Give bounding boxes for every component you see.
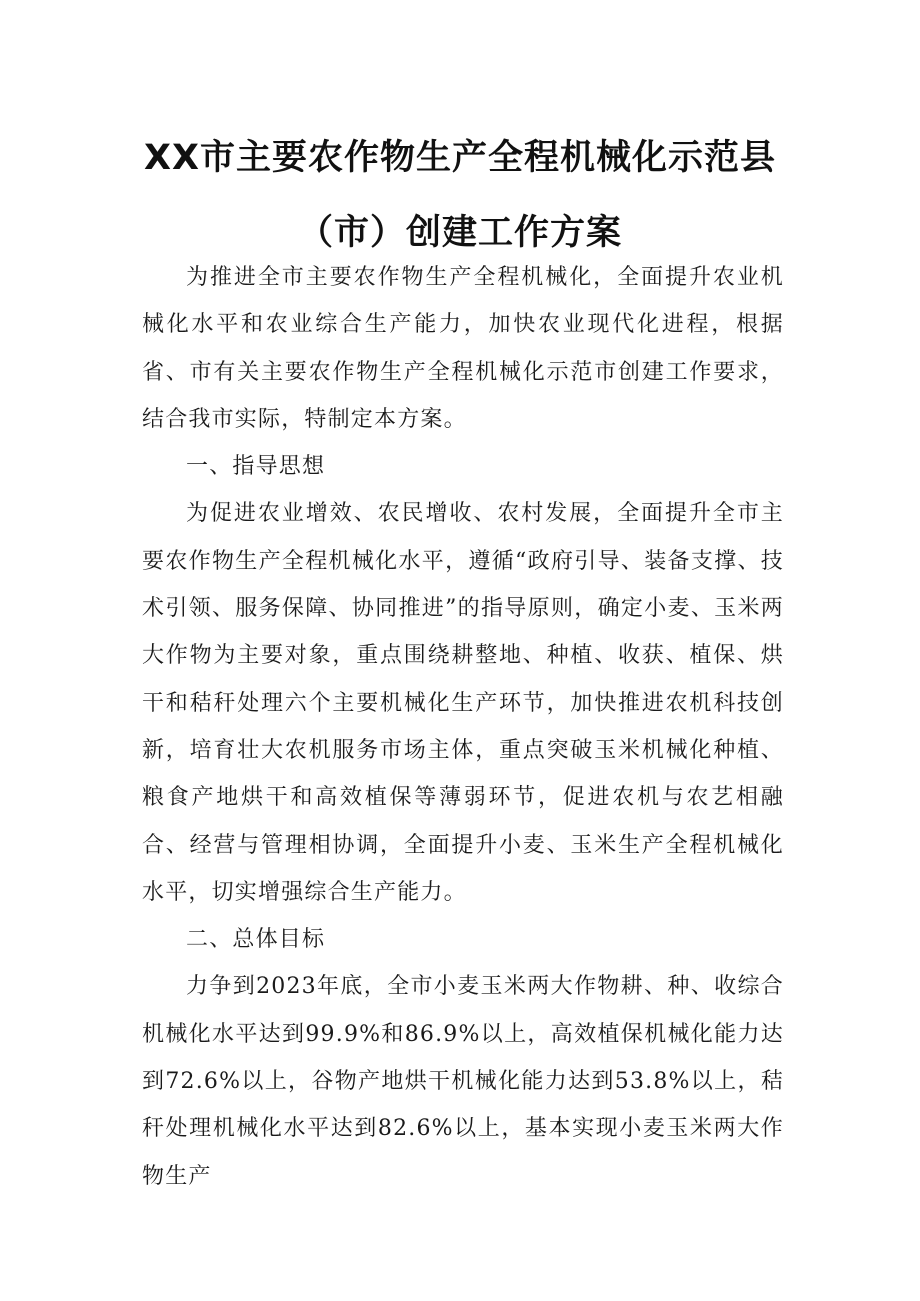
document-title-line-2: （市）创建工作方案	[297, 213, 622, 253]
section-heading-overall-goal: 二、总体目标	[186, 927, 326, 953]
section-paragraph-overall-goal: 力争到2023年底，全市小麦玉米两大作物耕、种、收综合机械化水平达到99.9%和86.9%以上，高效植保机械化能力达到72.6%以上，谷物产地烘干机械化能力达到53.8%以上，秸秆处理机械化水平达到82.6%以上，基本实现小麦玉米两大作物生产	[142, 974, 784, 1189]
document-title-line-1: XX市主要农作物生产全程机械化示范县	[144, 138, 776, 178]
section-paragraph-guiding-ideology: 为促进农业增效、农民增收、农村发展，全面提升全市主要农作物生产全程机械化水平，遵循“政府引导、装备支撑、技术引领、服务保障、协同推进”的指导原则，确定小麦、玉米两大作物为主要对象，重点围绕耕整地、种植、收获、植保、烘干和秸秆处理六个主要机械化生产环节，加快推进农机科技创新，培育壮大农机服务市场主体，重点突破玉米机械化种植、粮食产地烘干和高效植保等薄弱环节，促进农机与农艺相融合、经营与管理相协调，全面提升小麦、玉米生产全程机械化水平，切实增强综合生产能力。	[142, 501, 784, 905]
intro-paragraph: 为推进全市主要农作物生产全程机械化，全面提升农业机械化水平和农业综合生产能力，加快农业现代化进程，根据省、市有关主要农作物生产全程机械化示范市创建工作要求，结合我市实际，特制定本方案。	[142, 265, 784, 432]
document-body	[142, 254, 784, 1200]
section-heading-guiding-ideology: 一、指导思想	[186, 454, 326, 480]
